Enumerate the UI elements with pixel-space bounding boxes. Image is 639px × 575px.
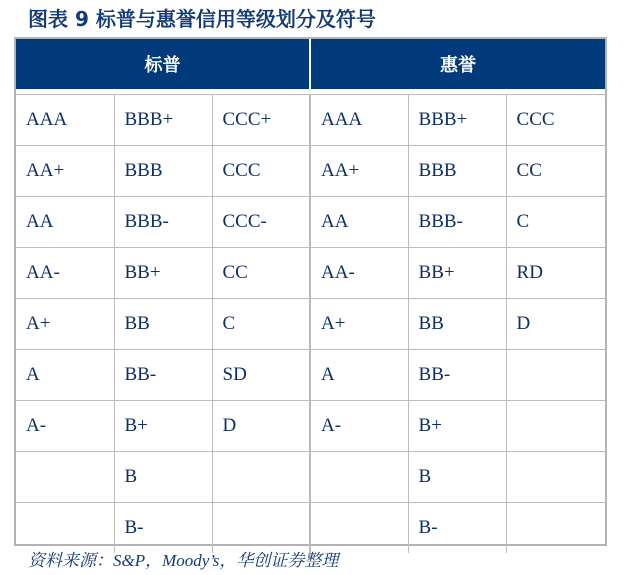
table-row bbox=[16, 299, 605, 350]
fitch-rating-cell: BB bbox=[408, 299, 506, 350]
fitch-rating-cell bbox=[310, 503, 408, 554]
sp-rating-cell: A bbox=[16, 350, 114, 401]
sp-rating-cell: B bbox=[114, 452, 212, 503]
fitch-rating-cell: B- bbox=[408, 503, 506, 554]
sp-rating-cell: A+ bbox=[16, 299, 114, 350]
table-row bbox=[16, 350, 605, 401]
fitch-rating-cell: BB- bbox=[408, 350, 506, 401]
sp-rating-cell: AA bbox=[16, 197, 114, 248]
rating-table-container bbox=[14, 37, 607, 546]
fitch-rating-cell: BBB bbox=[408, 146, 506, 197]
sp-rating-cell: CCC- bbox=[212, 197, 310, 248]
sp-rating-cell: CCC bbox=[212, 146, 310, 197]
fitch-rating-cell: A bbox=[310, 350, 408, 401]
sp-rating-cell: A- bbox=[16, 401, 114, 452]
table-row bbox=[16, 452, 605, 503]
fitch-rating-cell: A+ bbox=[310, 299, 408, 350]
table-row bbox=[16, 248, 605, 299]
sp-rating-cell: CC bbox=[212, 248, 310, 299]
figure-title: 图表 9 标普与惠誉信用等级划分及符号 bbox=[28, 7, 376, 31]
table-row bbox=[16, 95, 605, 146]
table-row bbox=[16, 401, 605, 452]
table-row bbox=[16, 146, 605, 197]
sp-rating-cell: B+ bbox=[114, 401, 212, 452]
sp-rating-cell: BB- bbox=[114, 350, 212, 401]
sp-rating-cell: BB+ bbox=[114, 248, 212, 299]
sp-rating-cell: BB bbox=[114, 299, 212, 350]
sp-rating-cell: CCC+ bbox=[212, 95, 310, 146]
sp-rating-cell: BBB+ bbox=[114, 95, 212, 146]
table-body bbox=[16, 90, 605, 553]
sp-rating-cell bbox=[16, 503, 114, 554]
fitch-rating-cell: B+ bbox=[408, 401, 506, 452]
fitch-rating-cell bbox=[310, 452, 408, 503]
sp-rating-cell: BBB bbox=[114, 146, 212, 197]
fitch-rating-cell: CCC bbox=[506, 95, 605, 146]
fitch-rating-cell: RD bbox=[506, 248, 605, 299]
fitch-rating-cell bbox=[506, 503, 605, 554]
sp-rating-cell: AA+ bbox=[16, 146, 114, 197]
table-header-row bbox=[16, 39, 605, 90]
sp-rating-cell: D bbox=[212, 401, 310, 452]
source-note: 资料来源：S&P，Moody’s，华创证券整理 bbox=[28, 551, 339, 570]
fitch-rating-cell bbox=[506, 350, 605, 401]
sp-rating-cell: AAA bbox=[16, 95, 114, 146]
fitch-rating-cell: B bbox=[408, 452, 506, 503]
header-sp: 标普 bbox=[16, 39, 310, 90]
table-row bbox=[16, 197, 605, 248]
fitch-rating-cell: BBB+ bbox=[408, 95, 506, 146]
fitch-rating-cell: C bbox=[506, 197, 605, 248]
sp-rating-cell: SD bbox=[212, 350, 310, 401]
fitch-rating-cell: AAA bbox=[310, 95, 408, 146]
sp-rating-cell bbox=[16, 452, 114, 503]
table-row bbox=[16, 503, 605, 554]
fitch-rating-cell: A- bbox=[310, 401, 408, 452]
fitch-rating-cell: BB+ bbox=[408, 248, 506, 299]
rating-table bbox=[16, 39, 605, 553]
fitch-rating-cell: CC bbox=[506, 146, 605, 197]
fitch-rating-cell: AA bbox=[310, 197, 408, 248]
sp-rating-cell: C bbox=[212, 299, 310, 350]
fitch-rating-cell: D bbox=[506, 299, 605, 350]
header-fitch: 惠誉 bbox=[310, 39, 605, 90]
fitch-rating-cell: AA+ bbox=[310, 146, 408, 197]
fitch-rating-cell: AA- bbox=[310, 248, 408, 299]
sp-rating-cell: B- bbox=[114, 503, 212, 554]
fitch-rating-cell bbox=[506, 401, 605, 452]
sp-rating-cell bbox=[212, 452, 310, 503]
fitch-rating-cell bbox=[506, 452, 605, 503]
sp-rating-cell: AA- bbox=[16, 248, 114, 299]
sp-rating-cell bbox=[212, 503, 310, 554]
sp-rating-cell: BBB- bbox=[114, 197, 212, 248]
fitch-rating-cell: BBB- bbox=[408, 197, 506, 248]
